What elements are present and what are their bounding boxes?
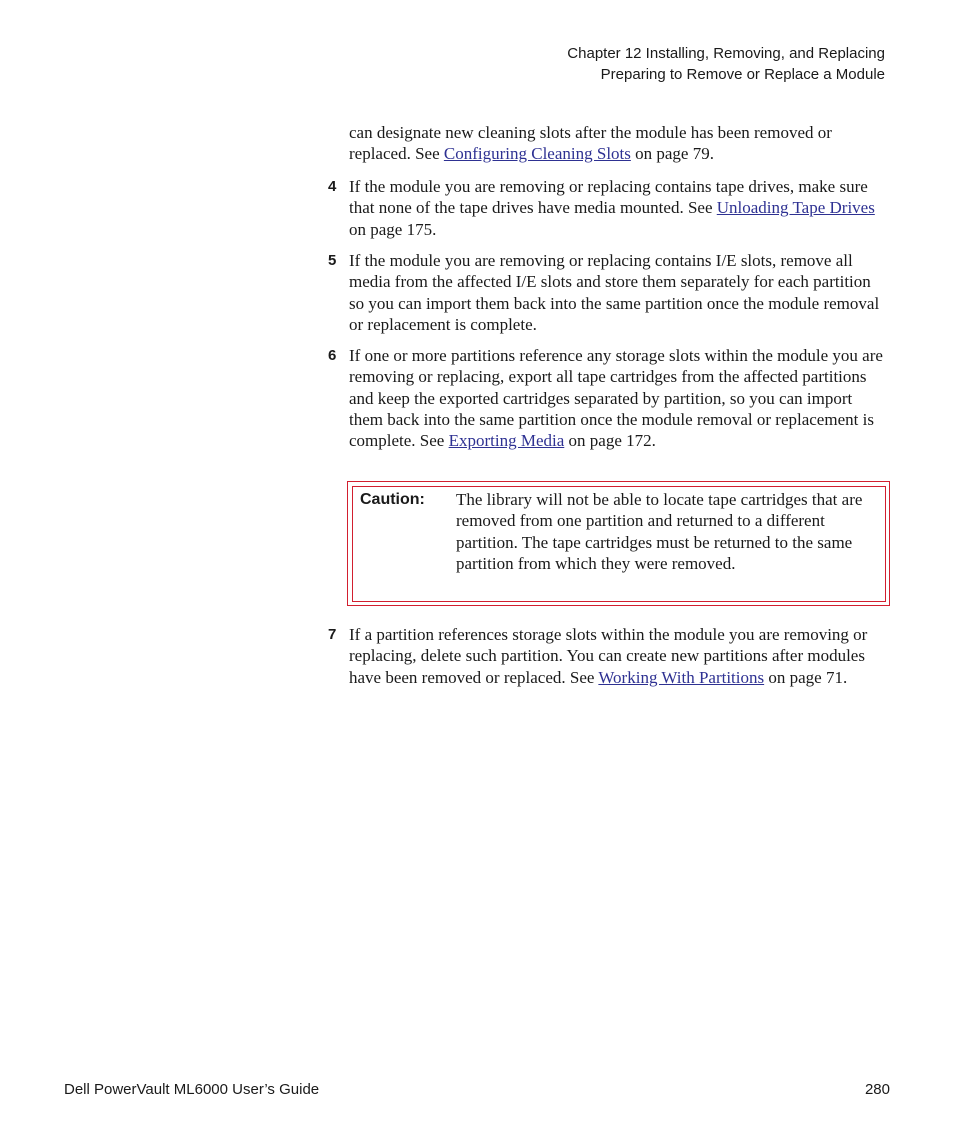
working-with-partitions-link[interactable]: Working With Partitions [598,667,765,687]
running-header [567,43,885,85]
step-5-text: If the module you are removing or replacing contains I/E slots, remove all media from the affected I/E slots and store them separately for each partition so you can import them back into the same partition once the module removal or replacement is complete. [349,251,880,334]
step-number-7: 7 [328,626,337,643]
step-7-text: If a partition references storage slots within the module you are removing or replacing, delete such partition. You can create new partitions after modules have been removed or replaced. See Working With Partitions on page 71. [349,625,868,687]
step-6-text: If one or more partitions reference any storage slots within the module you are removing or replacing, export all tape cartridges from the affected partitions and keep the exported cartridges separated by partition, so you can import them back into the same partition once the module removal or replacement is complete. See Exporting Media on page 172. [349,346,883,451]
chapter-title: Chapter 12 Installing, Removing, and Replacing [567,45,885,62]
step-4-text: If the module you are removing or replacing contains tape drives, make sure that none of the tape drives have media mounted. See Unloading Tape Drives on page 175. [349,177,875,239]
intro-paragraph: can designate new cleaning slots after the module has been removed or replaced. See Configuring Cleaning Slots on page 79. [349,123,832,164]
caution-text: The library will not be able to locate tape cartridges that are removed from one partition and returned to a different partition. The tape cartridges must be returned to the same partition from which they were removed. [456,490,863,573]
footer-guide-title: Dell PowerVault ML6000 User’s Guide [64,1081,320,1098]
footer-page-number: 280 [864,1081,890,1098]
configuring-cleaning-slots-link[interactable]: Configuring Cleaning Slots [443,144,631,164]
unloading-tape-drives-link[interactable]: Unloading Tape Drives [716,198,875,218]
exporting-media-link[interactable]: Exporting Media [448,431,565,451]
section-title: Preparing to Remove or Replace a Module [600,66,885,83]
step-number-4: 4 [328,178,337,195]
step-number-5: 5 [328,252,337,269]
step-number-6: 6 [328,347,337,364]
caution-label: Caution: [360,491,425,508]
